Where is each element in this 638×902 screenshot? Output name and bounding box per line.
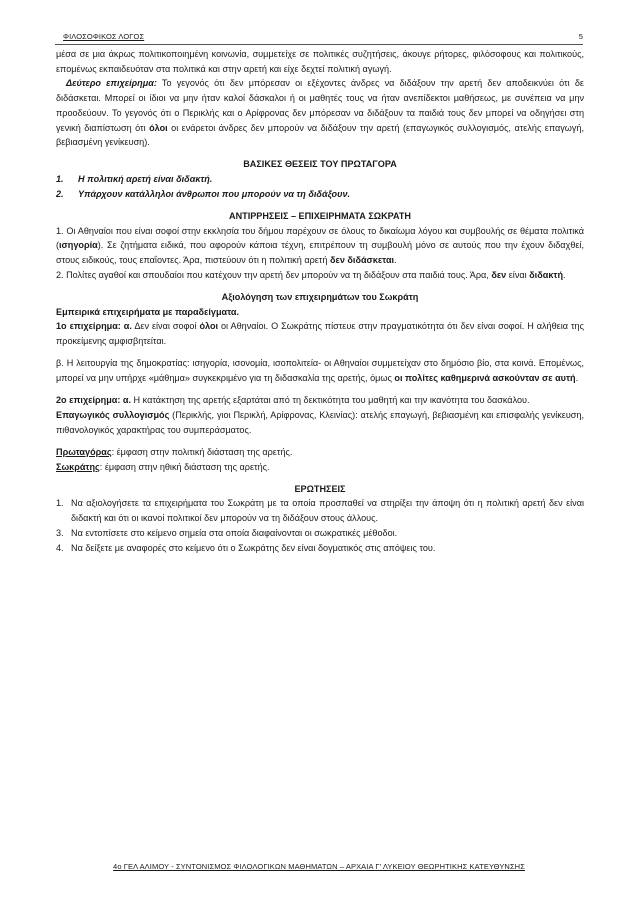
thesis-item: 1. Η πολιτική αρετή είναι διδακτή. (56, 174, 213, 185)
protagoras-emphasis: Πρωταγόρας: έμφαση στην πολιτική διάσταση της αρετής. (56, 446, 293, 457)
socrates-emphasis: Σωκράτης: έμφαση στην ηθική διάσταση της αρετής. (56, 461, 270, 472)
evaluation-heading: Αξιολόγηση των επιχειρημάτων του Σωκράτη (221, 292, 419, 303)
argument-1-beta: β. Η λειτουργία της δημοκρατίας: ισηγορία, ισονομία, ισοπολιτεία- οι Αθηναίοι συμμετείχαν στο δημόσιο βίο, στα κοινά. Επομένως, μπορεί να μην υπήρχε «μάθημα» συγκεκριμένο για τη διδασκαλία της αρετής, όμως οι πολίτες καθημερινά ασκούνταν σε αυτή. (56, 358, 584, 384)
objection-1: 1. Οι Αθηναίοι που είναι σοφοί στην εκκλησία του δήμου παρέχουν σε όλους το δικαίωμα λόγου και συμβουλής σε θέματα πολιτικά (ισηγορία). Σε ζητήματα ειδικά, που αφορούν κάποια τέχνη, επιτρέπουν τη συμβουλή μόνο σε αυτούς που την έχουν διδαχθεί, στους ειδικούς, τους επαΐοντες. Άρα, πιστεύουν ότι η πολιτική αρετή δεν διδάσκεται. (56, 225, 584, 266)
objection-2: 2. Πολίτες αγαθοί και σπουδαίοι που κατέχουν την αρετή δεν μπορούν να τη διδάξουν στα παιδιά τους. Άρα, δεν είναι διδακτή. (56, 269, 566, 280)
page-footer: 4ο ΓΕΛ ΑΛΙΜΟΥ - ΣΥΝΤΟΝΙΣΜΟΣ ΦΙΛΟΛΟΓΙΚΩΝ ΜΑΘΗΜΑΤΩΝ – ΑΡΧΑΙΑ Γ' ΛΥΚΕΙΟΥ ΘΕΩΡΗΤΙΚΗΣ ΚΑΤΕΥΘΥΝΣΗΣ (113, 862, 525, 871)
header-title: ΦΙΛΟΣΟΦΙΚΟΣ ΛΟΓΟΣ (63, 32, 145, 41)
thesis-item: 2. Υπάρχουν κατάλληλοι άνθρωποι που μπορούν να τη διδάξουν. (56, 188, 351, 199)
inductive-reasoning: Επαγωγικός συλλογισμός (Περικλής, γιοι Περικλή, Αρίφρονας, Κλεινίας): ατελής επαγωγή, βεβιασμένη και επισφαλής γενίκευση, πιθανολογικός χαρακτήρας του συμπεράσματος. (56, 409, 584, 435)
argument-1: 1ο επιχείρημα: α. Δεν είναι σοφοί όλοι οι Αθηναίοι. Ο Σωκράτης πίστευε στην πραγματικότητα ότι δεν είναι σοφοί. Η αλήθεια της προκείμενης αμφισβητείται. (56, 321, 584, 347)
objections-heading: ΑΝΤΙΡΡΗΣΕΙΣ – ΕΠΙΧΕΙΡΗΜΑΤΑ ΣΩΚΡΑΤΗ (229, 211, 411, 222)
questions-heading: ΕΡΩΤΗΣΕΙΣ (294, 483, 346, 494)
document-body (56, 47, 584, 555)
question-item: 4. Να δείξετε με αναφορές στο κείμενο ότι ο Σωκράτης δεν είναι δογματικός στις απόψεις του. (56, 542, 436, 553)
theses-heading: ΒΑΣΙΚΕΣ ΘΕΣΕΙΣ ΤΟΥ ΠΡΩΤΑΓΟΡΑ (243, 159, 397, 170)
page-number: 5 (578, 32, 583, 41)
page-header (55, 30, 583, 45)
evaluation-subheading: Εμπειρικά επιχειρήματα με παραδείγματα. (56, 306, 240, 317)
intro-paragraph-1: μέσα σε μια άκρως πολιτικοποιημένη κοινωνία, συμμετείχε σε πολιτικές συζητήσεις, άκουγε ρήτορες, φιλόσοφους και πολιτικούς, επομένως εκπαιδευόταν στα πολιτικά και στην αρετή και είχε δεχτεί πολιτική αγωγή. (56, 49, 584, 74)
question-item: 3. Να εντοπίσετε στο κείμενο σημεία στα οποία διαφαίνονται οι σωκρατικές μέθοδοι. (56, 527, 398, 538)
second-argument-label: Δεύτερο επιχείρημα: (66, 78, 157, 89)
intro-paragraph-2: Δεύτερο επιχείρημα: Το γεγονός ότι δεν μπόρεσαν οι εξέχοντες άνδρες να διδάξουν την αρετή δεν αποδεικνύει ότι δε διδάσκεται. Μπορεί οι ίδιοι να μην ήταν καλοί δάσκαλοι ή οι μαθητές τους να ήταν ανεπίδεκτοι μαθήσεως, με συνέπεια να μην προοδεύουν. Το γεγονός ότι ο Περικλής και ο Αρίφρονας δεν μπόρεσαν να διδάξουν τα παιδιά τους δεν μπορεί να οδηγήσει στη γενική διαπίστωση ότι όλοι οι ενάρετοι άνδρες δεν μπορούν να διδάξουν την αρετή (επαγωγικός συλλογισμός, ατελής επαγωγή, βεβιασμένη γενίκευση). (56, 78, 585, 148)
argument-2: 2ο επιχείρημα: α. Η κατάκτηση της αρετής εξαρτάται από τη δεκτικότητα του μαθητή και την ικανότητα του δασκάλου. (56, 395, 530, 406)
question-item: 1. Να αξιολογήσετε τα επιχειρήματα του Σωκράτη με τα οποία προσπαθεί να στηρίξει την άποψη ότι η πολιτική αρετή δεν είναι διδακτή και ότι οι ικανοί πολιτικοί δεν μπορούν να τη διδάξουν στους άλλους. (56, 498, 584, 524)
